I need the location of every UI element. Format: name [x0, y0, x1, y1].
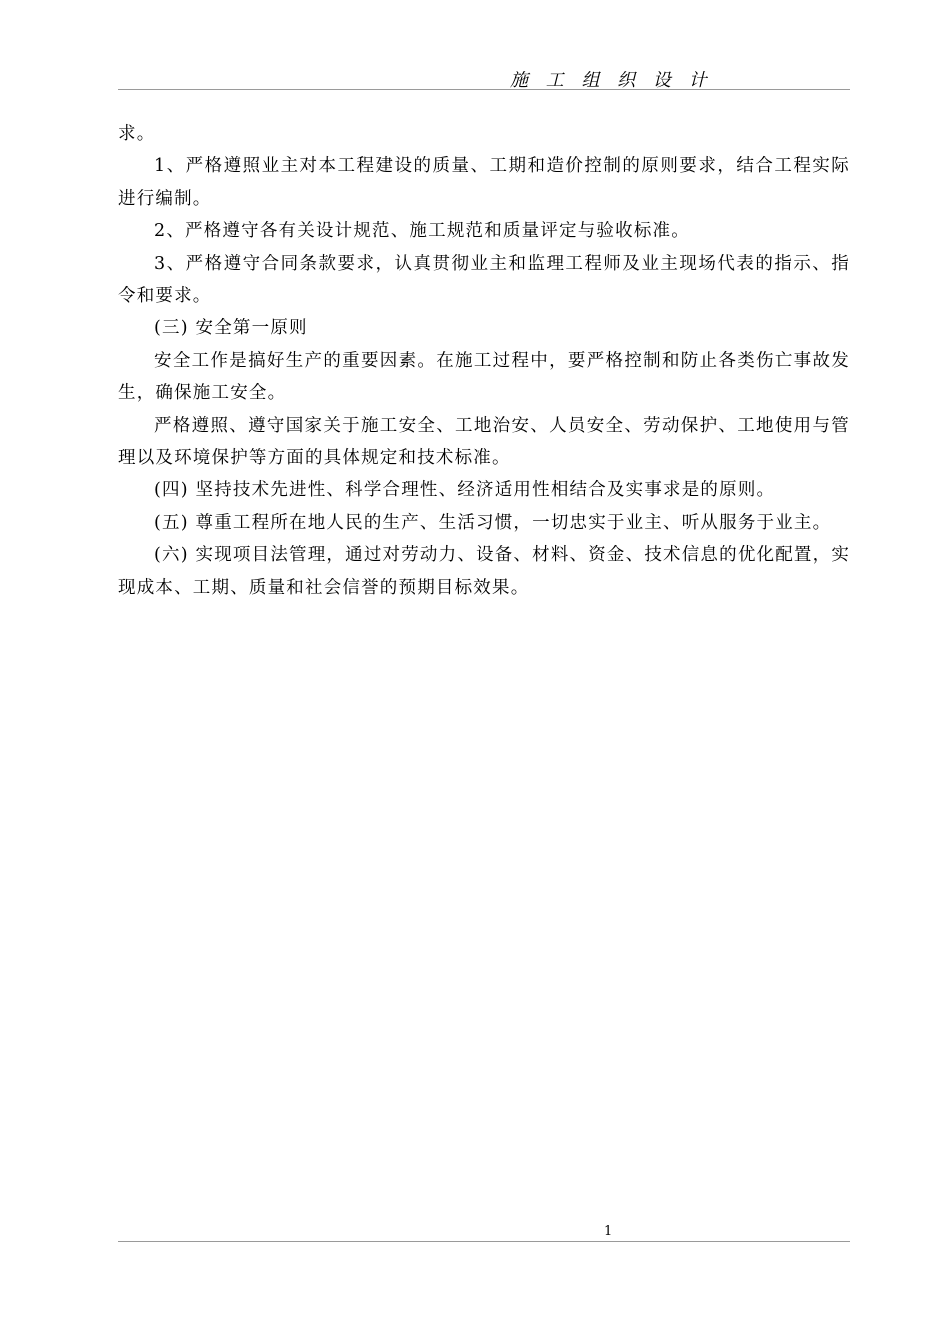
footer-rule [118, 1241, 850, 1242]
page-number: 1 [604, 1224, 613, 1239]
section-heading-3: (三) 安全第一原则 [154, 318, 308, 339]
section-heading-4: (四) 坚持技术先进性、科学合理性、经济适用性相结合及实事求是的原则。 [154, 480, 776, 501]
paragraph-item-3: 3、严格遵守合同条款要求，认真贯彻业主和监理工程师及业主现场代表的指示、指令和要求。 [118, 253, 850, 307]
paragraph-item-2: 2、严格遵守各有关设计规范、施工规范和质量评定与验收标准。 [154, 221, 690, 242]
header-title: 施 工 组 织 设 计 [510, 70, 713, 91]
paragraph-safety-1: 安全工作是搞好生产的重要因素。在施工过程中，要严格控制和防止各类伤亡事故发生，确保施工安全。 [118, 350, 850, 404]
section-heading-5: (五) 尊重工程所在地人民的生产、生活习惯，一切忠实于业主、听从服务于业主。 [154, 512, 832, 533]
paragraph-safety-2: 严格遵照、遵守国家关于施工安全、工地治安、人员安全、劳动保护、工地使用与管理以及环境保护等方面的具体规定和技术标准。 [118, 415, 850, 469]
section-heading-6: (六) 实现项目法管理，通过对劳动力、设备、材料、资金、技术信息的优化配置，实现成本、工期、质量和社会信誉的预期目标效果。 [118, 545, 851, 598]
paragraph-item-1: 1、严格遵照业主对本工程建设的质量、工期和造价控制的原则要求，结合工程实际进行编制。 [118, 156, 850, 209]
header-rule [118, 89, 850, 90]
paragraph-continuation: 求。 [118, 124, 156, 144]
document-body [118, 118, 850, 604]
